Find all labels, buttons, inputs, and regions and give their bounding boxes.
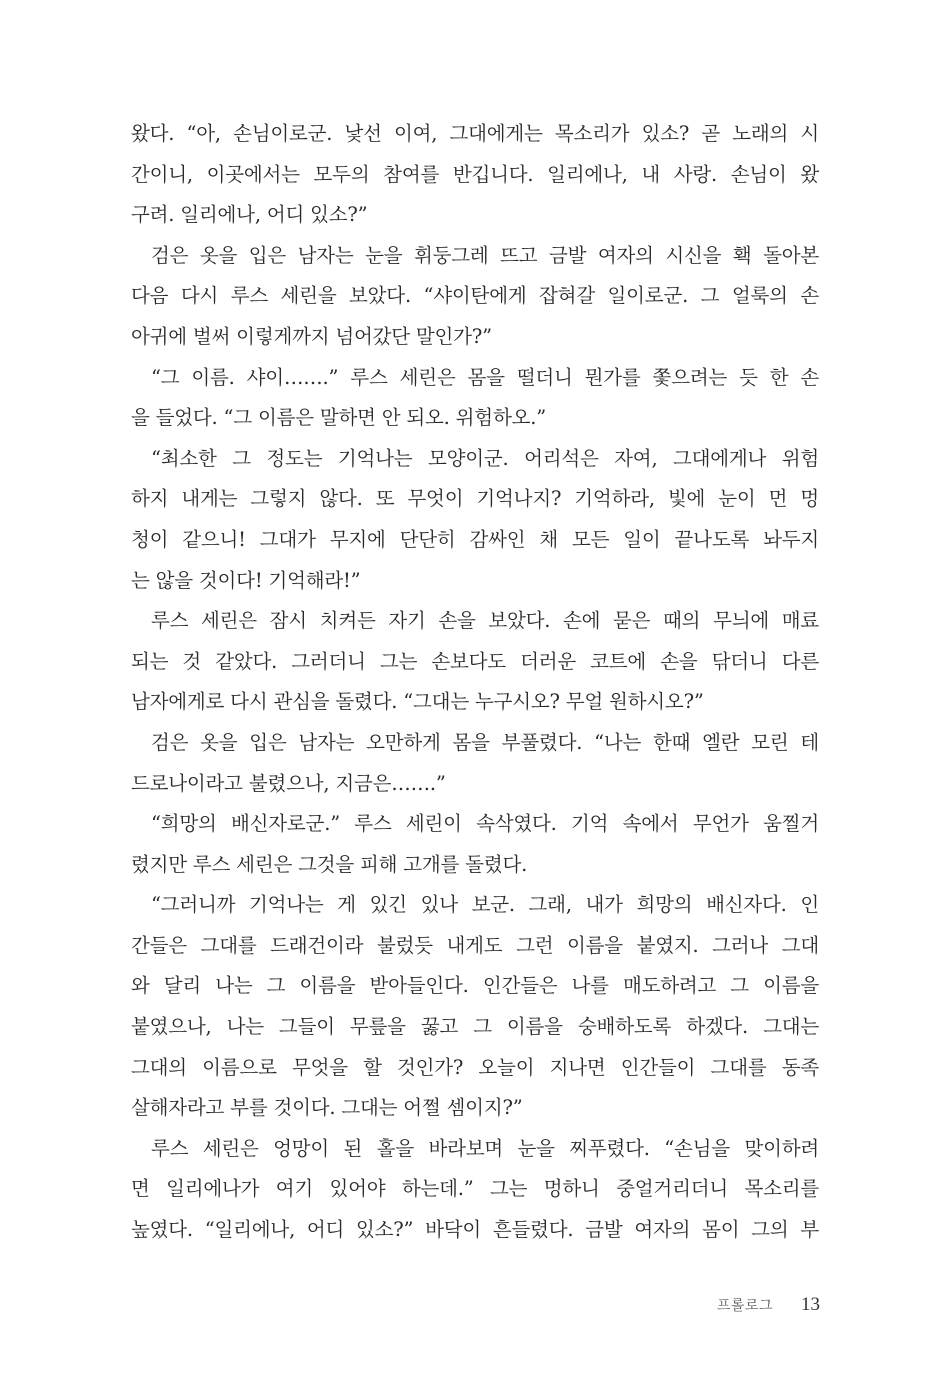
- text-line: “최소한 그 정도는 기억나는 모양이군. 어리석은 자여, 그대에게나 위험: [151, 446, 819, 470]
- text-line: 렸지만 루스 세린은 그것을 피해 고개를 돌렸다.: [131, 852, 528, 876]
- body-text: [131, 114, 819, 1251]
- text-line: 살해자라고 부를 것이다. 그대는 어쩔 셈이지?”: [131, 1096, 523, 1120]
- text-line: 면 일리에나가 여기 있어야 하는데.” 그는 멍하니 중얼거리더니 목소리를: [131, 1177, 819, 1201]
- text-line: 는 않을 것이다! 기억해라!”: [131, 568, 361, 592]
- text-line: 검은 옷을 입은 남자는 눈을 휘둥그레 뜨고 금발 여자의 시신을 홱 돌아본: [151, 243, 819, 267]
- text-line: 청이 같으니! 그대가 무지에 단단히 감싸인 채 모든 일이 끝나도록 놔두지: [131, 527, 819, 551]
- text-line: 루스 세린은 잠시 치켜든 자기 손을 보았다. 손에 묻은 때의 무늬에 매료: [151, 609, 819, 633]
- text-line: 간들은 그대를 드래건이라 불렀듯 내게도 그런 이름을 붙였지. 그러나 그대: [131, 933, 819, 957]
- text-line: 그대의 이름으로 무엇을 할 것인가? 오늘이 지나면 인간들이 그대를 동족: [131, 1055, 819, 1079]
- page-footer: [680, 1290, 820, 1320]
- text-line: 다음 다시 루스 세린을 보았다. “샤이탄에게 잡혀갈 일이로군. 그 얼룩의 손: [131, 284, 819, 308]
- text-line: 드로나이라고 불렸으나, 지금은…….”: [131, 771, 446, 795]
- text-line: 하지 내게는 그렇지 않다. 또 무엇이 기억나지? 기억하라, 빛에 눈이 먼 멍: [131, 487, 819, 511]
- text-line: 붙였으나, 나는 그들이 무릎을 꿇고 그 이름을 숭배하도록 하겠다. 그대는: [131, 1015, 819, 1039]
- text-line: “그러니까 기억나는 게 있긴 있나 보군. 그래, 내가 희망의 배신자다. 인: [151, 893, 819, 917]
- page-number: 13: [801, 1294, 820, 1315]
- text-line: 되는 것 같았다. 그러더니 그는 손보다도 더러운 코트에 손을 닦더니 다른: [131, 649, 819, 673]
- text-line: 검은 옷을 입은 남자는 오만하게 몸을 부풀렸다. “나는 한때 엘란 모린 테: [151, 730, 819, 754]
- text-line: 아귀에 벌써 이렇게까지 넘어갔단 말인가?”: [131, 324, 492, 348]
- text-line: 높였다. “일리에나, 어디 있소?” 바닥이 흔들렸다. 금발 여자의 몸이 그의 부: [131, 1218, 819, 1242]
- text-line: “희망의 배신자로군.” 루스 세린이 속삭였다. 기억 속에서 무언가 움찔거: [151, 812, 819, 836]
- text-line: 남자에게로 다시 관심을 돌렸다. “그대는 누구시오? 무얼 원하시오?”: [131, 690, 704, 714]
- text-line: 간이니, 이곳에서는 모두의 참여를 반깁니다. 일리에나, 내 사랑. 손님이 왔: [131, 162, 819, 186]
- text-line: 왔다. “아, 손님이로군. 낯선 이여, 그대에게는 목소리가 있소? 곧 노래의 시: [131, 122, 819, 145]
- running-head: 프롤로그: [716, 1298, 773, 1314]
- text-line: “그 이름. 샤이…….” 루스 세린은 몸을 떨더니 뭔가를 쫓으려는 듯 한 손: [151, 365, 819, 389]
- text-line: 루스 세린은 엉망이 된 홀을 바라보며 눈을 찌푸렸다. “손님을 맞이하려: [151, 1136, 819, 1160]
- text-line: 을 들었다. “그 이름은 말하면 안 되오. 위험하오.”: [131, 406, 546, 430]
- text-line: 와 달리 나는 그 이름을 받아들인다. 인간들은 나를 매도하려고 그 이름을: [131, 974, 819, 998]
- text-line: 구려. 일리에나, 어디 있소?”: [131, 203, 368, 227]
